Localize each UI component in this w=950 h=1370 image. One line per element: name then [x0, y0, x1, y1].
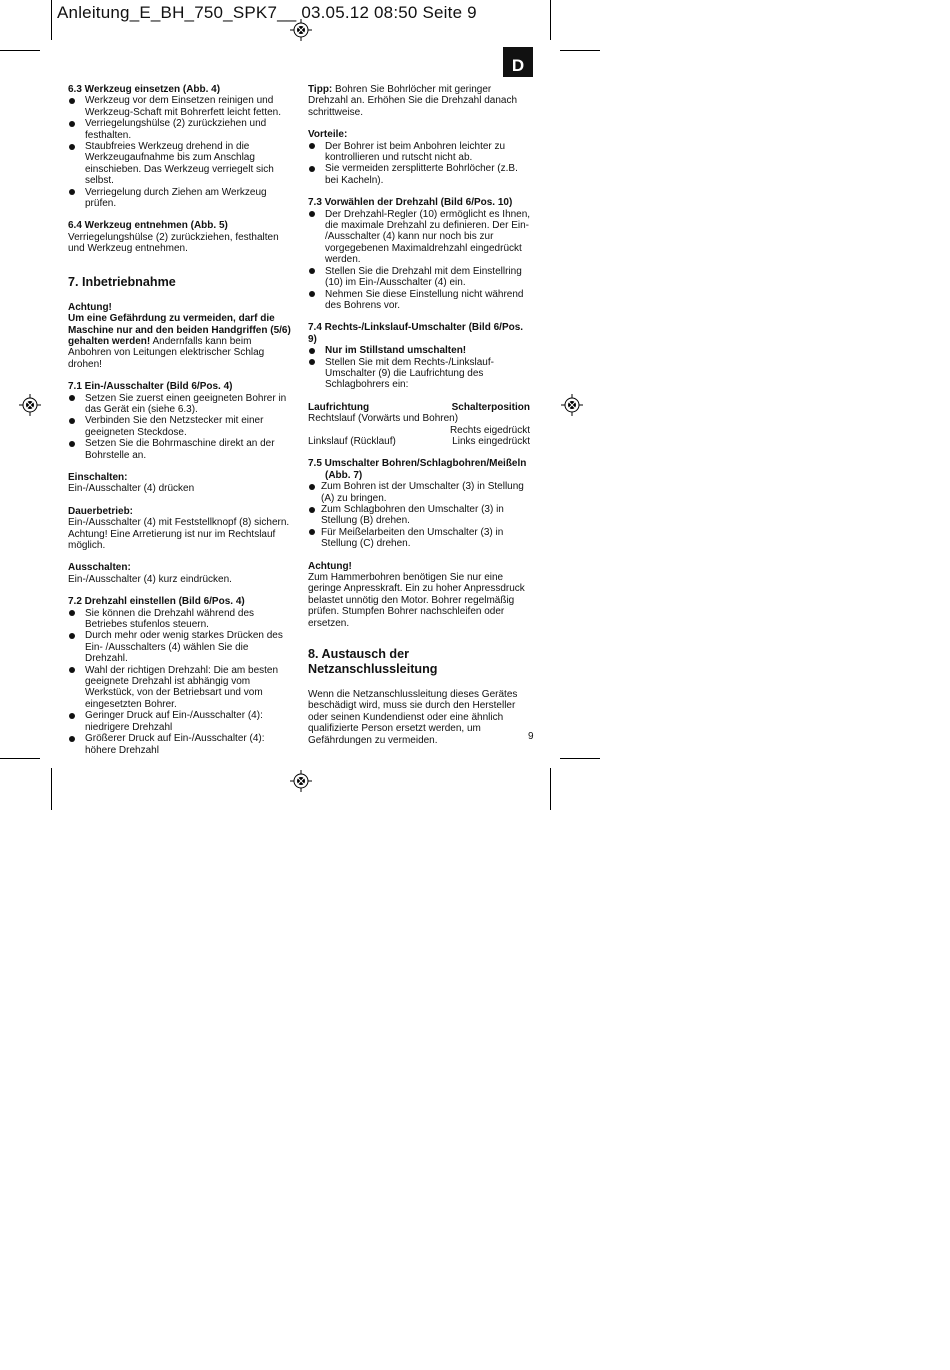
print-header: Anleitung_E_BH_750_SPK7__ 03.05.12 08:50 Seite 9 [57, 3, 477, 22]
list-item: Größerer Druck auf Ein-/Ausschalter (4): höhere Drehzahl [68, 733, 292, 756]
ausschalten-label: Ausschalten: [68, 562, 131, 574]
bullet-icon [69, 418, 75, 424]
crop-mark [0, 758, 40, 759]
list-item: Durch mehr oder wenig starkes Drücken des Ein- /Ausschalters (4) wählen Sie die Drehzahl. [68, 630, 292, 664]
bullet-icon [309, 484, 315, 490]
list-item: Setzen Sie zuerst einen geeigneten Bohrer in das Gerät ein (siehe 6.3). [68, 393, 292, 416]
vorteile-list [308, 141, 532, 187]
crop-mark [51, 768, 52, 810]
bullet-icon [69, 667, 75, 673]
list-item: Wahl der richtigen Drehzahl: Die am besten geeignete Drehzahl ist abhängig vom Werkstück, von der Betriebsart und vom eingesetzten Bohrer. [68, 665, 292, 711]
registration-mark-icon [19, 394, 41, 416]
warning-2-text: Zum Hammerbohren benötigen Sie nur eine geringe Anpresskraft. Ein zu hoher Anpressdruck belastet unnötig den Motor. Bohrer regelmäßig prüfen. Stumpfen Bohrer nachschleifen oder ersetzen. [308, 572, 525, 629]
tip-text: Tipp: Bohren Sie Bohrlöcher mit geringer Drehzahl an. Erhöhen Sie die Drehzahl danach schrittweise. [308, 84, 518, 118]
crop-mark [560, 50, 600, 51]
list-item: Zum Bohren ist der Umschalter (3) in Stellung (A) zu bringen. [308, 481, 532, 504]
section-7-3-title: 7.3 Vorwählen der Drehzahl (Bild 6/Pos. 10) [308, 197, 513, 209]
left-column [68, 84, 292, 756]
crop-mark [550, 0, 551, 40]
section-7-4-title: 7.4 Rechts-/Linkslauf-Umschalter (Bild 6/Pos. 9) [308, 322, 524, 345]
list-item: Der Drehzahl-Regler (10) ermöglicht es Ihnen, die maximale Drehzahl zu definieren. Der Ein- /Ausschalter (4) kann nur noch bis zur vorgegebenen Maximaldrehzahl eingedrückt werden. [308, 209, 532, 266]
list-item: Werkzeug vor dem Einsetzen reinigen und Werkzeug-Schaft mit Bohrerfett leicht fetten. [68, 95, 292, 118]
list-item: Setzen Sie die Bohrmaschine direkt an der Bohrstelle an. [68, 438, 292, 461]
list-item: Nehmen Sie diese Einstellung nicht während des Bohrens vor. [308, 289, 532, 312]
bullet-icon [309, 166, 315, 172]
section-6-4-title: 6.4 Werkzeug entnehmen (Abb. 5) [68, 220, 228, 232]
bullet-icon [309, 143, 315, 149]
list-item: Geringer Druck auf Ein-/Ausschalter (4): niedrigere Drehzahl [68, 710, 292, 733]
table-row: Rechts eigedrückt [449, 424, 530, 436]
einschalten-label: Einschalten: [68, 471, 128, 483]
table-row: Rechtslauf (Vorwärts und Bohren) [308, 413, 459, 425]
list-item: Stellen Sie mit dem Rechts-/Linkslauf-Umschalter (9) die Laufrichtung des Schlagbohrers ein: [308, 357, 532, 391]
section-7-title: 7. Inbetriebnahme [68, 274, 176, 289]
registration-mark-icon [290, 19, 312, 41]
bullet-icon [69, 189, 75, 195]
list-item: Für Meißelarbeiten den Umschalter (3) in Stellung (C) drehen. [308, 527, 532, 550]
list-item: Sie vermeiden zersplitterte Bohrlöcher (z.B. bei Kacheln). [308, 163, 532, 186]
section-7-5-title: 7.5 Umschalter Bohren/Schlagbohren/Meißeln [308, 458, 527, 470]
bullet-icon [69, 144, 75, 150]
list-item: Verbinden Sie den Netzstecker mit einer geeigneten Steckdose. [68, 415, 292, 438]
list-item: Der Bohrer ist beim Anbohren leichter zu kontrollieren und rutscht nicht ab. [308, 141, 532, 164]
bullet-icon [69, 633, 75, 639]
bullet-icon [309, 507, 315, 513]
table-header: Laufrichtung Schalterposition [308, 401, 530, 413]
bullet-icon [69, 713, 75, 719]
bullet-icon [69, 121, 75, 127]
list-item: Verriegelung durch Ziehen am Werkzeug prüfen. [68, 187, 292, 210]
section-7-5-subtitle: (Abb. 7) [325, 469, 363, 481]
crop-mark [560, 758, 600, 759]
list-item: Sie können die Drehzahl während des Betriebes stufenlos steuern. [68, 608, 292, 631]
right-column [308, 84, 532, 746]
list-item: Verriegelungshülse (2) zurückziehen und festhalten. [68, 118, 292, 141]
bullet-icon [309, 359, 315, 365]
section-6-3-list [68, 95, 292, 209]
einschalten-text: Ein-/Ausschalter (4) drücken [68, 483, 195, 495]
section-6-4-text: Verriegelungshülse (2) zurückziehen, festhalten und Werkzeug entnehmen. [68, 231, 279, 255]
warning-text: Um eine Gefährdung zu vermeiden, darf die Maschine nur and den beiden Handgriffen (5/6) gehalten werden! Andernfalls kann beim Anbohren von Leitungen elektrischer Schlag drohen! [68, 313, 291, 370]
bullet-icon [69, 98, 75, 104]
direction-table [308, 402, 530, 448]
list-item: Zum Schlagbohren den Umschalter (3) in Stellung (B) drehen. [308, 504, 532, 527]
crop-mark [51, 0, 52, 40]
bullet-icon [309, 268, 315, 274]
section-7-1-title: 7.1 Ein-/Ausschalter (Bild 6/Pos. 4) [68, 381, 233, 393]
bullet-icon [309, 529, 315, 535]
bullet-icon [309, 291, 315, 297]
bullet-icon [309, 348, 315, 354]
bullet-icon [69, 441, 75, 447]
table-row: Linkslauf (Rücklauf) Links eingedrückt [308, 435, 530, 447]
list-item: Stellen Sie die Drehzahl mit dem Einstellring (10) im Ein-/Ausschalter (4) ein. [308, 266, 532, 289]
registration-mark-icon [561, 394, 583, 416]
section-6-3-title: 6.3 Werkzeug einsetzen (Abb. 4) [68, 84, 221, 95]
bullet-icon [69, 395, 75, 401]
section-7-5-list [308, 481, 532, 549]
bullet-icon [69, 610, 75, 616]
crop-mark [550, 768, 551, 810]
bullet-icon [69, 736, 75, 742]
list-item: Nur im Stillstand umschalten! [308, 345, 532, 356]
warning-label: Achtung! [68, 301, 112, 313]
vorteile-label: Vorteile: [308, 129, 348, 141]
section-7-3-list [308, 209, 532, 312]
section-7-4-list [308, 345, 532, 391]
page-number: 9 [528, 731, 534, 742]
section-7-1-list [68, 393, 292, 461]
ausschalten-text: Ein-/Ausschalter (4) kurz eindrücken. [68, 573, 232, 585]
list-item: Staubfreies Werkzeug drehend in die Werkzeugaufnahme bis zum Anschlag einschieben. Das Werkzeug verriegelt sich selbst. [68, 141, 292, 187]
registration-mark-icon [290, 770, 312, 792]
section-8-title: 8. Austausch der Netzanschlussleitung [308, 647, 438, 677]
language-badge: D [503, 47, 533, 77]
crop-mark [0, 50, 40, 51]
dauerbetrieb-text: Ein-/Ausschalter (4) mit Feststellknopf (8) sichern. Achtung! Eine Arretierung ist nur im Rechtslauf möglich. [68, 517, 290, 551]
section-8-text: Wenn die Netzanschlussleitung dieses Gerätes beschädigt wird, muss sie durch den Hersteller oder seinen Kundendienst oder eine ähnlich qualifizierte Person ersetzt werden, um Gefährdungen zu vermeiden. [308, 689, 518, 746]
section-7-2-list [68, 608, 292, 756]
dauerbetrieb-label: Dauerbetrieb: [68, 505, 134, 517]
warning-2-label: Achtung! [308, 560, 352, 572]
bullet-icon [309, 211, 315, 217]
section-7-2-title: 7.2 Drehzahl einstellen (Bild 6/Pos. 4) [68, 596, 245, 608]
